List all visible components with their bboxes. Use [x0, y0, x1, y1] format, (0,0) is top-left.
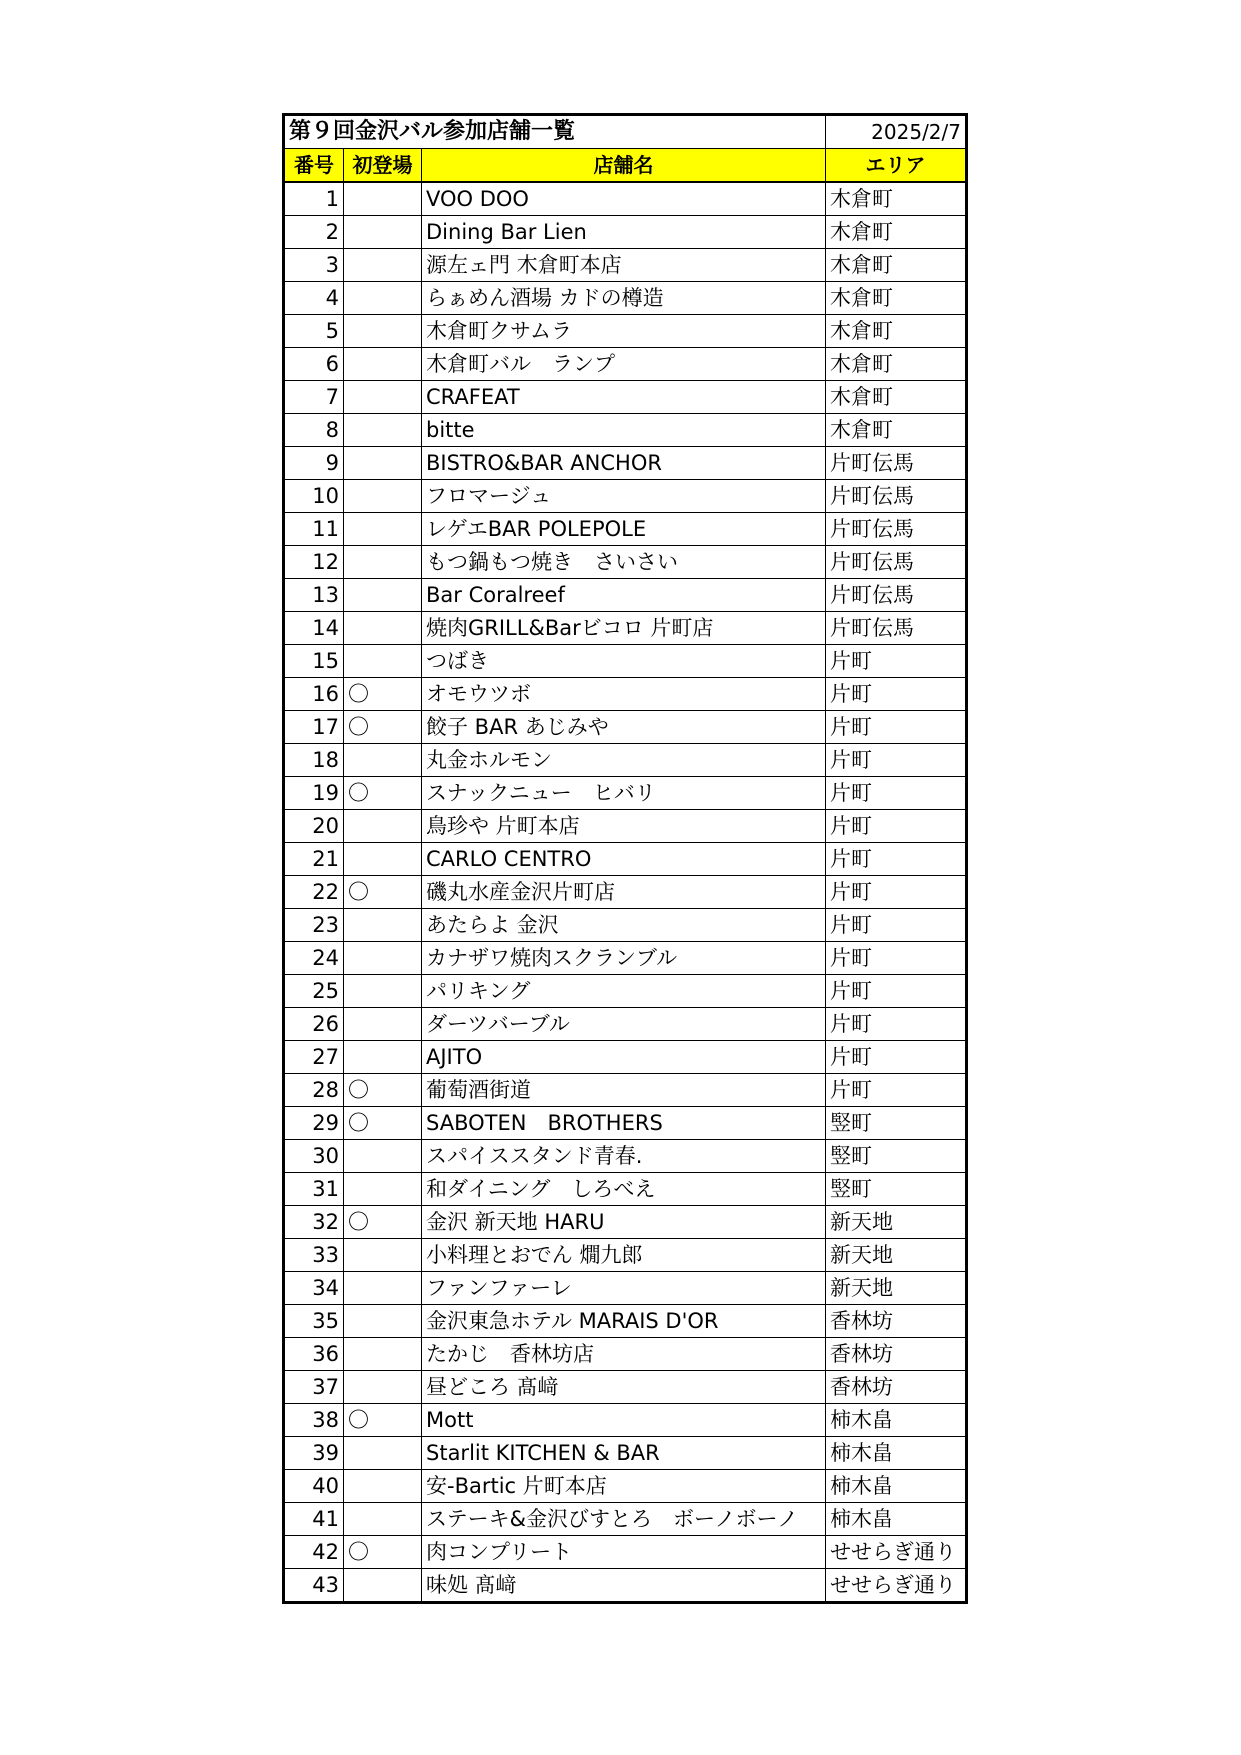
row-shop-name: 葡萄酒街道 [422, 1074, 826, 1107]
table-row [284, 1569, 967, 1603]
row-shop-name: らぁめん酒場 カドの樽造 [422, 282, 826, 315]
row-shop-name: Mott [422, 1404, 826, 1437]
table-row [284, 249, 967, 282]
row-first-appearance [344, 1470, 422, 1503]
row-shop-name: スナックニュー ヒバリ [422, 777, 826, 810]
row-shop-name: たかじ 香林坊店 [422, 1338, 826, 1371]
row-first-appearance: 〇 [344, 777, 422, 810]
row-area: 竪町 [826, 1173, 967, 1206]
row-area: せせらぎ通り [826, 1536, 967, 1569]
row-number: 21 [284, 843, 344, 876]
table-row [284, 1503, 967, 1536]
table-row [284, 1239, 967, 1272]
row-number: 18 [284, 744, 344, 777]
row-first-appearance [344, 315, 422, 348]
table-row [284, 282, 967, 315]
table-row [284, 876, 967, 909]
row-number: 36 [284, 1338, 344, 1371]
table-row [284, 414, 967, 447]
row-number: 11 [284, 513, 344, 546]
row-number: 33 [284, 1239, 344, 1272]
row-first-appearance [344, 645, 422, 678]
row-number: 43 [284, 1569, 344, 1603]
row-first-appearance: 〇 [344, 711, 422, 744]
row-shop-name: SABOTEN BROTHERS [422, 1107, 826, 1140]
table-row [284, 315, 967, 348]
row-number: 31 [284, 1173, 344, 1206]
row-first-appearance [344, 1371, 422, 1404]
row-number: 14 [284, 612, 344, 645]
row-shop-name: 和ダイニング しろべえ [422, 1173, 826, 1206]
row-area: 木倉町 [826, 249, 967, 282]
row-number: 39 [284, 1437, 344, 1470]
row-shop-name: 木倉町バル ランプ [422, 348, 826, 381]
header-area: エリア [826, 149, 967, 183]
row-area: 木倉町 [826, 381, 967, 414]
title-row [284, 115, 967, 149]
row-shop-name: CRAFEAT [422, 381, 826, 414]
row-area: せせらぎ通り [826, 1569, 967, 1603]
row-number: 19 [284, 777, 344, 810]
row-area: 片町伝馬 [826, 513, 967, 546]
row-first-appearance [344, 414, 422, 447]
row-shop-name: 鳥珍や 片町本店 [422, 810, 826, 843]
table-row [284, 612, 967, 645]
row-number: 26 [284, 1008, 344, 1041]
row-shop-name: 丸金ホルモン [422, 744, 826, 777]
shop-list-table [282, 113, 968, 1604]
row-number: 3 [284, 249, 344, 282]
row-number: 27 [284, 1041, 344, 1074]
table-row [284, 1305, 967, 1338]
row-first-appearance [344, 810, 422, 843]
row-area: 柿木畠 [826, 1437, 967, 1470]
row-first-appearance [344, 975, 422, 1008]
table-row [284, 1173, 967, 1206]
row-first-appearance [344, 348, 422, 381]
table-row [284, 480, 967, 513]
row-area: 香林坊 [826, 1305, 967, 1338]
table-row [284, 843, 967, 876]
table-row [284, 975, 967, 1008]
row-number: 32 [284, 1206, 344, 1239]
row-first-appearance [344, 1140, 422, 1173]
row-area: 香林坊 [826, 1338, 967, 1371]
row-number: 4 [284, 282, 344, 315]
row-area: 新天地 [826, 1239, 967, 1272]
table-row [284, 381, 967, 414]
row-shop-name: 肉コンプリート [422, 1536, 826, 1569]
row-area: 香林坊 [826, 1371, 967, 1404]
row-shop-name: bitte [422, 414, 826, 447]
table-row [284, 744, 967, 777]
row-area: 片町 [826, 711, 967, 744]
row-area: 片町 [826, 909, 967, 942]
row-first-appearance: 〇 [344, 876, 422, 909]
row-area: 木倉町 [826, 348, 967, 381]
header-shop-name: 店舗名 [422, 149, 826, 183]
row-shop-name: 源左ェ門 木倉町本店 [422, 249, 826, 282]
row-first-appearance [344, 1173, 422, 1206]
table-row [284, 1140, 967, 1173]
row-first-appearance [344, 843, 422, 876]
row-first-appearance: 〇 [344, 1206, 422, 1239]
table-row [284, 1074, 967, 1107]
table-row [284, 1470, 967, 1503]
row-area: 柿木畠 [826, 1503, 967, 1536]
row-first-appearance: 〇 [344, 1107, 422, 1140]
row-area: 木倉町 [826, 216, 967, 249]
row-number: 20 [284, 810, 344, 843]
row-shop-name: カナザワ焼肉スクランブル [422, 942, 826, 975]
table-row [284, 1536, 967, 1569]
row-number: 1 [284, 182, 344, 216]
row-area: 片町 [826, 678, 967, 711]
row-first-appearance [344, 249, 422, 282]
row-shop-name: BISTRO&BAR ANCHOR [422, 447, 826, 480]
row-first-appearance [344, 1239, 422, 1272]
row-number: 40 [284, 1470, 344, 1503]
row-shop-name: 磯丸水産金沢片町店 [422, 876, 826, 909]
table-row [284, 348, 967, 381]
row-number: 8 [284, 414, 344, 447]
row-area: 木倉町 [826, 182, 967, 216]
row-area: 木倉町 [826, 315, 967, 348]
row-shop-name: オモウツボ [422, 678, 826, 711]
table-row [284, 1338, 967, 1371]
row-first-appearance [344, 1569, 422, 1603]
row-first-appearance [344, 579, 422, 612]
row-shop-name: ステーキ&金沢びすとろ ボーノボーノ [422, 1503, 826, 1536]
row-first-appearance [344, 480, 422, 513]
row-shop-name: 小料理とおでん 燗九郎 [422, 1239, 826, 1272]
row-first-appearance: 〇 [344, 678, 422, 711]
row-area: 片町 [826, 876, 967, 909]
row-number: 6 [284, 348, 344, 381]
row-shop-name: 昼どころ 髙﨑 [422, 1371, 826, 1404]
row-first-appearance [344, 612, 422, 645]
table-row [284, 1371, 967, 1404]
table-row [284, 1008, 967, 1041]
row-number: 16 [284, 678, 344, 711]
row-area: 竪町 [826, 1107, 967, 1140]
table-row [284, 810, 967, 843]
row-shop-name: パリキング [422, 975, 826, 1008]
row-first-appearance [344, 182, 422, 216]
row-first-appearance [344, 546, 422, 579]
row-number: 25 [284, 975, 344, 1008]
row-shop-name: レゲエBAR POLEPOLE [422, 513, 826, 546]
row-area: 木倉町 [826, 414, 967, 447]
row-area: 片町伝馬 [826, 447, 967, 480]
row-first-appearance: 〇 [344, 1536, 422, 1569]
table-row [284, 447, 967, 480]
row-area: 片町 [826, 744, 967, 777]
row-area: 竪町 [826, 1140, 967, 1173]
header-number: 番号 [284, 149, 344, 183]
row-shop-name: スパイススタンド青春. [422, 1140, 826, 1173]
page-title: 第９回金沢バル参加店舗一覧 [284, 115, 826, 149]
row-shop-name: 金沢 新天地 HARU [422, 1206, 826, 1239]
row-shop-name: CARLO CENTRO [422, 843, 826, 876]
row-number: 41 [284, 1503, 344, 1536]
row-area: 片町伝馬 [826, 612, 967, 645]
row-shop-name: 味処 髙﨑 [422, 1569, 826, 1603]
row-number: 17 [284, 711, 344, 744]
row-area: 片町 [826, 1008, 967, 1041]
row-shop-name: Bar Coralreef [422, 579, 826, 612]
table-row [284, 513, 967, 546]
table-row [284, 182, 967, 216]
row-first-appearance [344, 282, 422, 315]
row-number: 15 [284, 645, 344, 678]
row-number: 30 [284, 1140, 344, 1173]
row-area: 片町 [826, 1074, 967, 1107]
table-row [284, 1206, 967, 1239]
row-first-appearance [344, 513, 422, 546]
row-shop-name: Starlit KITCHEN & BAR [422, 1437, 826, 1470]
row-shop-name: 餃子 BAR あじみや [422, 711, 826, 744]
row-number: 2 [284, 216, 344, 249]
row-area: 片町伝馬 [826, 546, 967, 579]
row-number: 37 [284, 1371, 344, 1404]
row-number: 7 [284, 381, 344, 414]
row-area: 新天地 [826, 1272, 967, 1305]
table-row [284, 909, 967, 942]
table-row [284, 1041, 967, 1074]
row-first-appearance [344, 1437, 422, 1470]
row-shop-name: AJITO [422, 1041, 826, 1074]
row-shop-name: フロマージュ [422, 480, 826, 513]
row-shop-name: Dining Bar Lien [422, 216, 826, 249]
table-row [284, 1404, 967, 1437]
row-area: 柿木畠 [826, 1470, 967, 1503]
row-number: 42 [284, 1536, 344, 1569]
row-first-appearance [344, 1503, 422, 1536]
row-first-appearance [344, 1305, 422, 1338]
row-shop-name: 金沢東急ホテル MARAIS D'OR [422, 1305, 826, 1338]
row-area: 新天地 [826, 1206, 967, 1239]
shop-rows [284, 182, 967, 1603]
row-first-appearance: 〇 [344, 1404, 422, 1437]
row-first-appearance [344, 1041, 422, 1074]
row-shop-name: もつ鍋もつ焼き さいさい [422, 546, 826, 579]
row-number: 5 [284, 315, 344, 348]
row-area: 柿木畠 [826, 1404, 967, 1437]
row-number: 28 [284, 1074, 344, 1107]
row-number: 24 [284, 942, 344, 975]
table-row [284, 1437, 967, 1470]
list-date: 2025/2/7 [826, 115, 967, 149]
row-shop-name: つばき [422, 645, 826, 678]
row-number: 29 [284, 1107, 344, 1140]
row-area: 片町伝馬 [826, 480, 967, 513]
table-row [284, 678, 967, 711]
table-row [284, 546, 967, 579]
row-number: 12 [284, 546, 344, 579]
row-shop-name: 安-Bartic 片町本店 [422, 1470, 826, 1503]
row-area: 片町 [826, 843, 967, 876]
row-area: 片町 [826, 1041, 967, 1074]
header-first-appearance: 初登場 [344, 149, 422, 183]
row-first-appearance [344, 1008, 422, 1041]
row-area: 片町 [826, 975, 967, 1008]
table-row [284, 645, 967, 678]
row-area: 片町伝馬 [826, 579, 967, 612]
row-first-appearance: 〇 [344, 1074, 422, 1107]
row-area: 片町 [826, 942, 967, 975]
row-first-appearance [344, 216, 422, 249]
header-row [284, 149, 967, 183]
row-shop-name: 焼肉GRILL&Barビコロ 片町店 [422, 612, 826, 645]
table-row [284, 579, 967, 612]
row-first-appearance [344, 381, 422, 414]
row-first-appearance [344, 909, 422, 942]
row-first-appearance [344, 1338, 422, 1371]
table-row [284, 942, 967, 975]
row-first-appearance [344, 942, 422, 975]
row-number: 13 [284, 579, 344, 612]
row-number: 23 [284, 909, 344, 942]
row-number: 22 [284, 876, 344, 909]
table-row [284, 777, 967, 810]
row-area: 片町 [826, 810, 967, 843]
row-number: 35 [284, 1305, 344, 1338]
row-area: 片町 [826, 645, 967, 678]
row-area: 木倉町 [826, 282, 967, 315]
row-shop-name: ファンファーレ [422, 1272, 826, 1305]
row-first-appearance [344, 744, 422, 777]
table-row [284, 1107, 967, 1140]
table-row [284, 711, 967, 744]
row-shop-name: あたらよ 金沢 [422, 909, 826, 942]
row-number: 34 [284, 1272, 344, 1305]
row-number: 38 [284, 1404, 344, 1437]
table-row [284, 1272, 967, 1305]
table-row [284, 216, 967, 249]
row-first-appearance [344, 447, 422, 480]
row-shop-name: 木倉町クサムラ [422, 315, 826, 348]
row-first-appearance [344, 1272, 422, 1305]
row-shop-name: VOO DOO [422, 182, 826, 216]
row-shop-name: ダーツバーブル [422, 1008, 826, 1041]
row-number: 10 [284, 480, 344, 513]
row-area: 片町 [826, 777, 967, 810]
row-number: 9 [284, 447, 344, 480]
